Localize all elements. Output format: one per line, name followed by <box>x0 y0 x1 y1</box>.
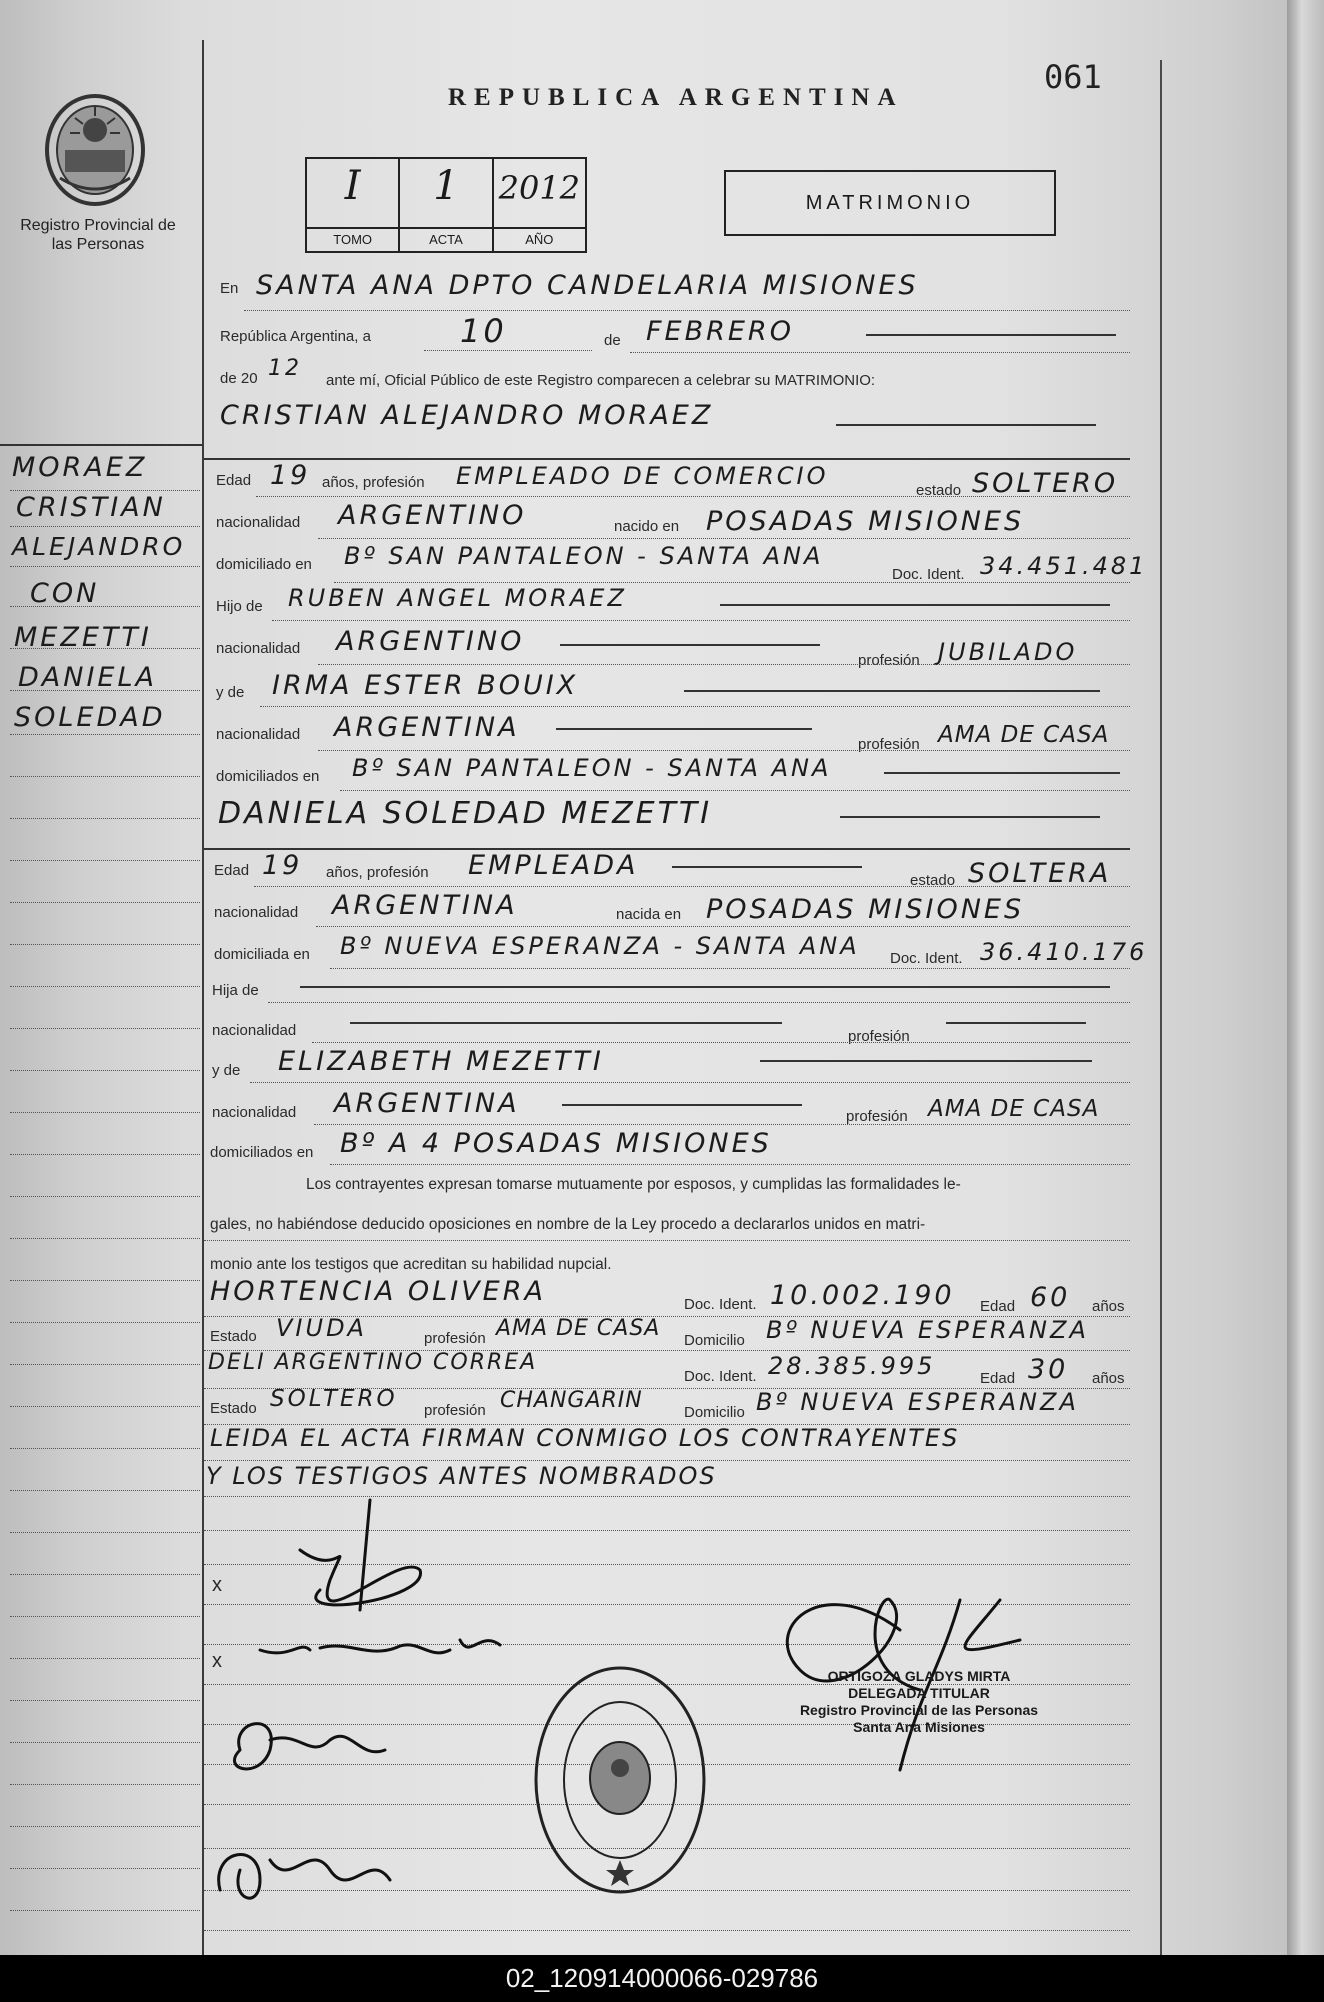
acta-box <box>400 159 493 251</box>
official-office: Registro Provincial de las Personas <box>799 1702 1039 1718</box>
witness-anios-label: años <box>1092 1370 1125 1387</box>
groom-address: Bº SAN PANTALEON - SANTA ANA <box>344 542 824 570</box>
republica-label: República Argentina, a <box>220 328 371 345</box>
witness-1-name: HORTENCIA OLIVERA <box>210 1276 546 1307</box>
witness-2-address: Bº NUEVA ESPERANZA <box>756 1388 1079 1416</box>
bride-address: Bº NUEVA ESPERANZA - SANTA ANA <box>340 932 860 960</box>
witness-profesion-label: profesión <box>424 1402 486 1419</box>
nacionalidad-label: nacionalidad <box>216 640 301 657</box>
margin-name-line: MEZETTI <box>14 622 152 653</box>
groom-nationality: ARGENTINO <box>338 500 527 531</box>
witness-1-address: Bº NUEVA ESPERANZA <box>766 1316 1089 1344</box>
witness-2-document: 28.385.995 <box>768 1352 936 1380</box>
bride-document: 36.410.176 <box>980 938 1148 966</box>
anio-label: AÑO <box>494 227 585 251</box>
bride-mother: ELIZABETH MEZETTI <box>278 1046 604 1077</box>
hija-label: Hija de <box>212 982 259 999</box>
official-title: DELEGADA TITULAR <box>848 1685 990 1701</box>
groom-parents-address: Bº SAN PANTALEON - SANTA ANA <box>352 754 832 782</box>
closing-line-1: LEIDA EL ACTA FIRMAN CONMIGO LOS CONTRAYENTES <box>210 1424 960 1452</box>
witness-2-name: DELI ARGENTINO CORREA <box>208 1350 538 1375</box>
year-prefix: de 20 <box>220 370 258 387</box>
de-label: de <box>604 332 621 349</box>
bride-age: 19 <box>262 850 303 881</box>
profesion-label: profesión <box>858 736 920 753</box>
bride-mother-profession: AMA DE CASA <box>928 1096 1100 1122</box>
witness-domicilio-label: Domicilio <box>684 1332 745 1349</box>
witness-1-profession: AMA DE CASA <box>496 1316 661 1341</box>
witness-1-marital-status: VIUDA <box>276 1314 367 1342</box>
witness-doc-label: Doc. Ident. <box>684 1296 757 1313</box>
profesion-label: profesión <box>846 1108 908 1125</box>
witness-edad-label: Edad <box>980 1370 1016 1387</box>
scan-reference-footer: 02_120914000066-029786 <box>0 1955 1324 2002</box>
hijo-label: Hijo de <box>216 598 263 615</box>
bride-nationality: ARGENTINA <box>332 890 518 921</box>
tomo-value: I <box>344 163 361 209</box>
profesion-label: profesión <box>848 1028 910 1045</box>
intro-text: ante mí, Oficial Público de este Registro comparecen a celebrar su MATRIMONIO: <box>326 372 876 389</box>
declaration-line-1: Los contrayentes expresan tomarse mutuamente por esposos, y cumplidas las formalidades le- <box>306 1176 961 1193</box>
bride-mother-nationality: ARGENTINA <box>334 1088 520 1119</box>
groom-mother: IRMA ESTER BOUIX <box>272 670 579 701</box>
groom-name: CRISTIAN ALEJANDRO MORAEZ <box>220 400 714 431</box>
groom-profession: EMPLEADO DE COMERCIO <box>456 462 829 490</box>
groom-mother-nationality: ARGENTINA <box>334 712 520 743</box>
page-edge <box>1287 0 1324 1955</box>
groom-birthplace: POSADAS MISIONES <box>706 506 1025 537</box>
official-location: Santa Ana Misiones <box>853 1719 985 1735</box>
official-stamp <box>794 1668 1044 1768</box>
domicilio-label: domiciliado en <box>216 556 312 573</box>
groom-father-profession: JUBILADO <box>938 638 1078 666</box>
nacida-label: nacida en <box>616 906 682 923</box>
groom-age: 19 <box>270 460 311 491</box>
profesion-label: años, profesión <box>326 864 429 881</box>
en-label: En <box>220 280 239 297</box>
estado-label: estado <box>916 482 962 499</box>
witness-doc-label: Doc. Ident. <box>684 1368 757 1385</box>
bride-birthplace: POSADAS MISIONES <box>706 894 1025 925</box>
nacionalidad-label: nacionalidad <box>214 904 299 921</box>
witness-domicilio-label: Domicilio <box>684 1404 745 1421</box>
sheet-number: 061 <box>1044 58 1102 96</box>
bride-name: DANIELA SOLEDAD MEZETTI <box>218 796 713 831</box>
nacido-label: nacido en <box>614 518 680 535</box>
groom-document: 34.451.481 <box>980 552 1148 580</box>
witness-edad-label: Edad <box>980 1298 1016 1315</box>
bride-parents-address: Bº A 4 POSADAS MISIONES <box>340 1128 772 1159</box>
margin-name-line: SOLEDAD <box>14 702 166 733</box>
declaration-line-2: gales, no habiéndose deducido oposiciones en nombre de la Ley procedo a declararlos unidos en matri- <box>210 1216 926 1233</box>
year-suffix: 12 <box>268 356 302 381</box>
witness-1-age: 60 <box>1030 1282 1071 1313</box>
profesion-label: profesión <box>858 652 920 669</box>
margin-column <box>0 0 202 1955</box>
record-reference-boxes <box>305 157 587 253</box>
bride-profession: EMPLEADA <box>468 850 639 881</box>
misiones-coat-of-arms-logo <box>40 88 150 206</box>
bride-marital-status: SOLTERA <box>968 858 1112 889</box>
signature-mark-x: x <box>212 1574 222 1596</box>
act-type-box: MATRIMONIO <box>724 170 1056 236</box>
groom-mother-profession: AMA DE CASA <box>938 722 1110 748</box>
edad-label: Edad <box>214 862 250 879</box>
witness-2-profession: CHANGARIN <box>500 1388 643 1413</box>
registry-label: Registro Provincial de las Personas <box>20 217 176 253</box>
doc-label: Doc. Ident. <box>890 950 963 967</box>
signature-mark-x: x <box>212 1650 222 1672</box>
right-rule <box>1160 60 1162 1955</box>
nacionalidad-label: nacionalidad <box>216 726 301 743</box>
yde-label: y de <box>212 1062 241 1079</box>
declaration-line-3: monio ante los testigos que acreditan su habilidad nupcial. <box>210 1256 612 1273</box>
margin-name-line: CRISTIAN <box>16 492 166 523</box>
ceremony-place: SANTA ANA DPTO CANDELARIA MISIONES <box>256 270 919 301</box>
ceremony-month: FEBRERO <box>646 316 794 347</box>
registry-seal-stamp <box>530 1660 710 1900</box>
margin-name-line: DANIELA <box>18 662 157 693</box>
groom-marital-status: SOLTERO <box>972 468 1119 499</box>
profesion-label: años, profesión <box>322 474 425 491</box>
ceremony-day: 10 <box>460 312 507 350</box>
acta-value: 1 <box>433 163 459 209</box>
witness-estado-label: Estado <box>210 1328 257 1345</box>
witness-1-document: 10.002.190 <box>770 1280 955 1311</box>
doc-label: Doc. Ident. <box>892 566 965 583</box>
groom-father-nationality: ARGENTINO <box>336 626 525 657</box>
document-title: REPUBLICA ARGENTINA <box>448 84 904 111</box>
witness-anios-label: años <box>1092 1298 1125 1315</box>
estado-label: estado <box>910 872 956 889</box>
yde-label: y de <box>216 684 245 701</box>
domicilio-label: domiciliada en <box>214 946 310 963</box>
acta-label: ACTA <box>400 227 491 251</box>
nacionalidad-label: nacionalidad <box>212 1022 297 1039</box>
tomo-label: TOMO <box>307 227 398 251</box>
witness-estado-label: Estado <box>210 1400 257 1417</box>
margin-name-line: CON <box>30 578 100 609</box>
witness-2-marital-status: SOLTERO <box>270 1386 398 1412</box>
margin-name-line: ALEJANDRO <box>12 532 186 561</box>
parents-domicilio-label: domiciliados en <box>216 768 320 785</box>
margin-name-line: MORAEZ <box>12 452 148 483</box>
tomo-box <box>307 159 400 251</box>
groom-father: RUBEN ANGEL MORAEZ <box>288 584 627 612</box>
anio-value: 2012 <box>498 169 581 207</box>
edad-label: Edad <box>216 472 252 489</box>
anio-box <box>494 159 585 251</box>
nacionalidad-label: nacionalidad <box>212 1104 297 1121</box>
parents-domicilio-label: domiciliados en <box>210 1144 314 1161</box>
official-name: ORTIGOZA GLADYS MIRTA <box>827 1668 1011 1684</box>
closing-line-2: Y LOS TESTIGOS ANTES NOMBRADOS <box>206 1462 717 1490</box>
witness-profesion-label: profesión <box>424 1330 486 1347</box>
nacionalidad-label: nacionalidad <box>216 514 301 531</box>
witness-2-age: 30 <box>1028 1354 1069 1385</box>
